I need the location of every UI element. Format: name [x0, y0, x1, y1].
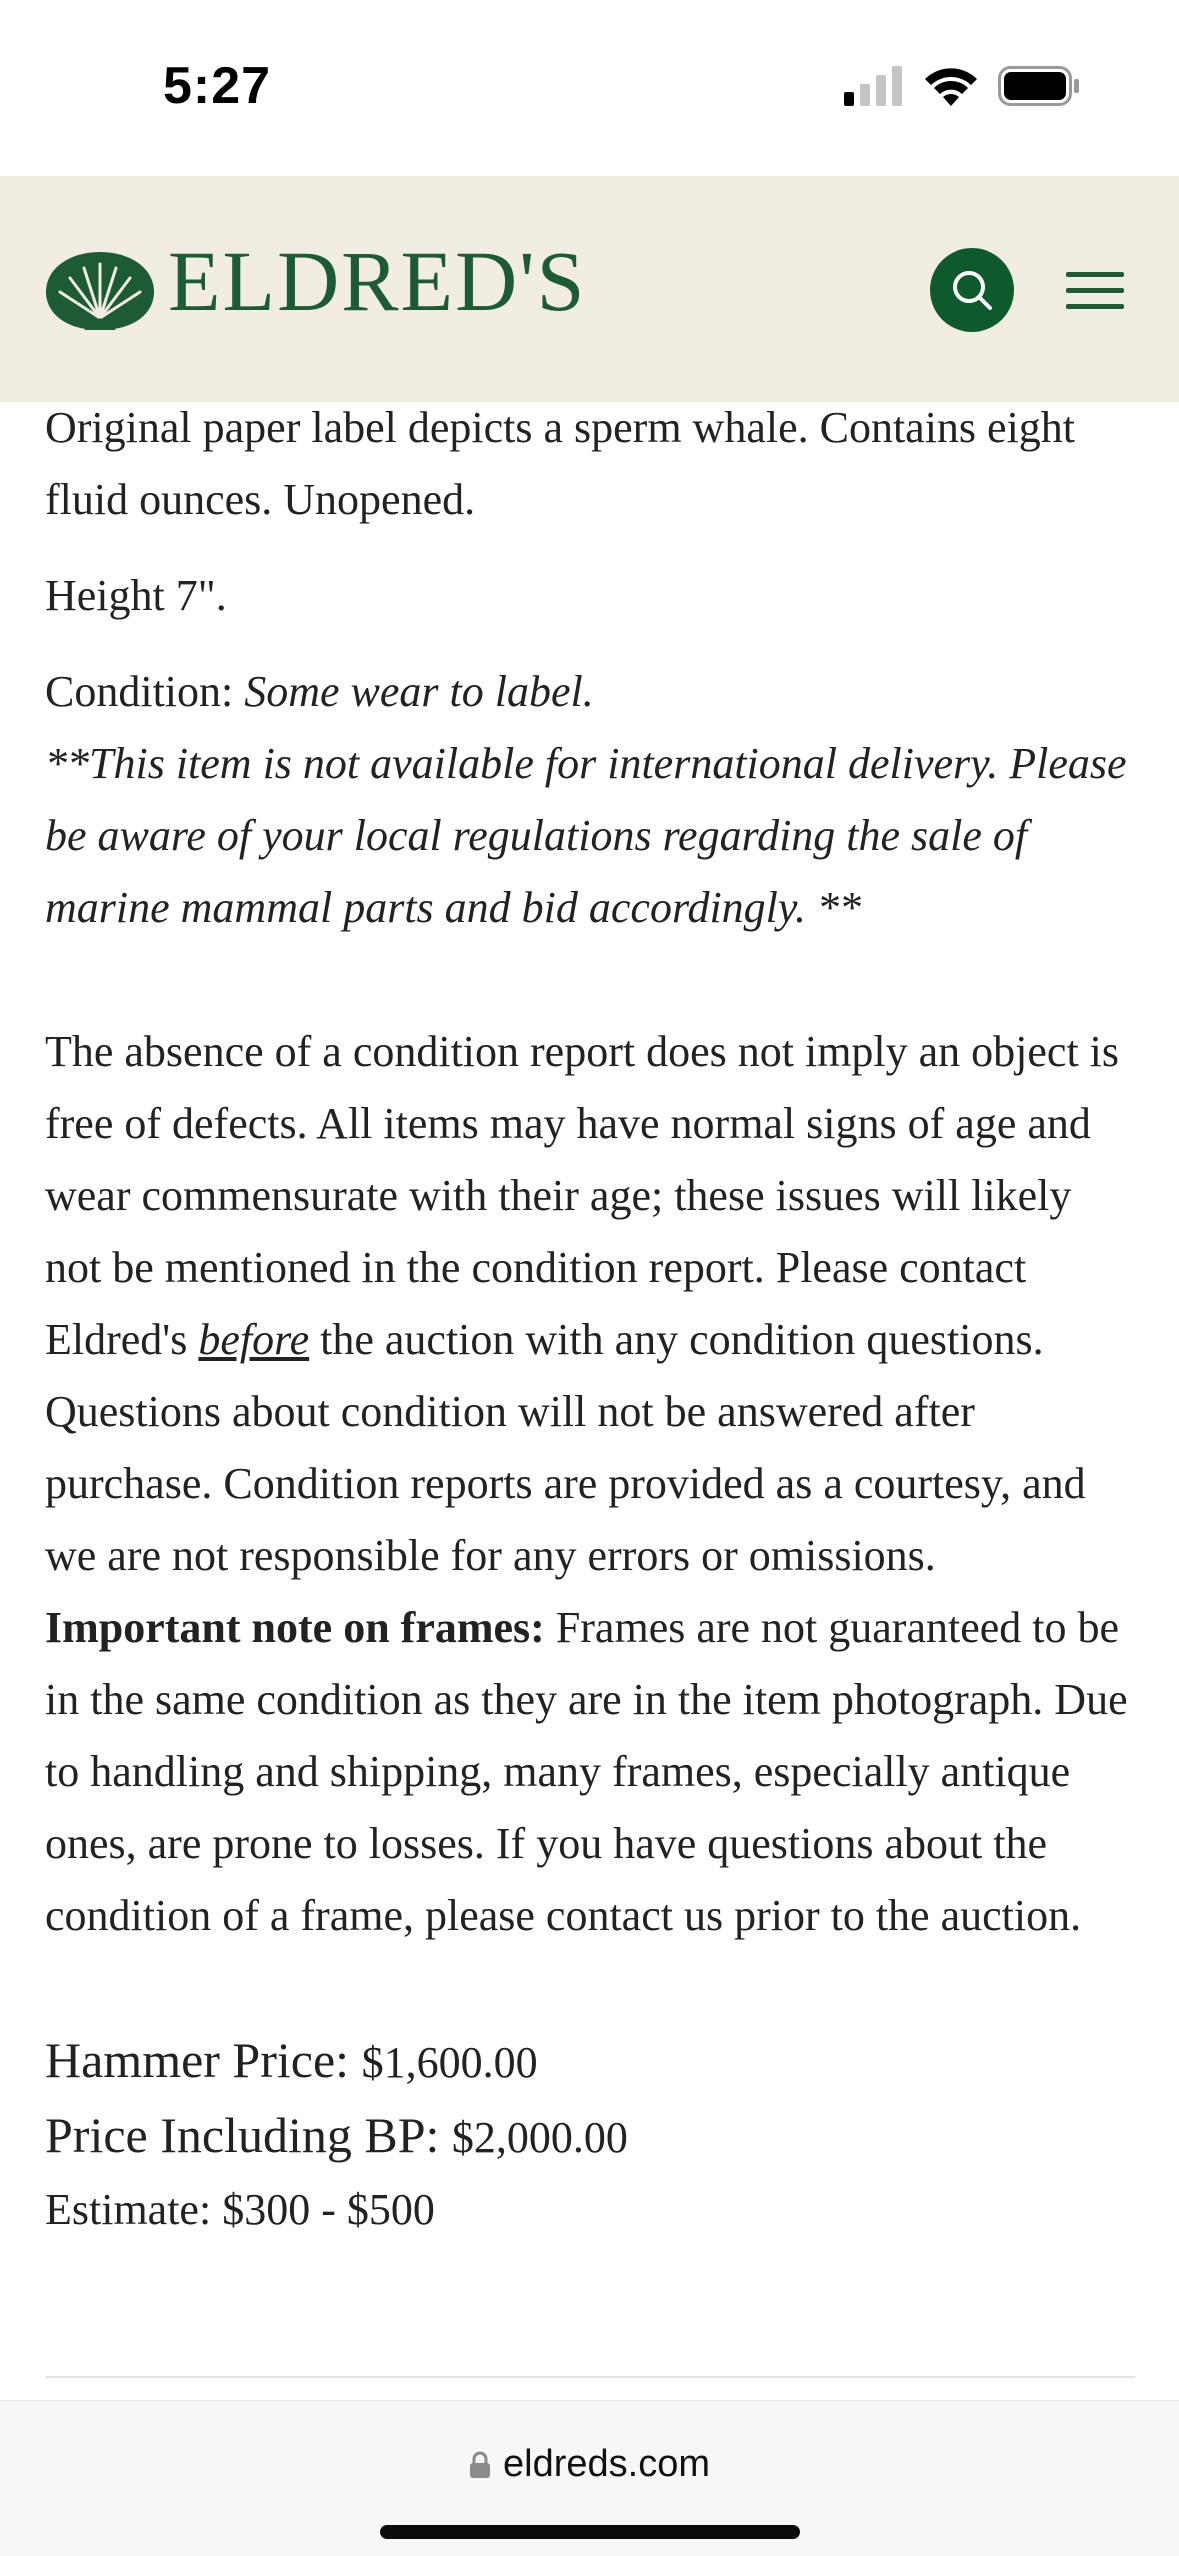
lock-icon — [469, 2451, 491, 2479]
item-height: Height 7". — [45, 571, 227, 620]
status-time: 5:27 — [163, 57, 272, 115]
disclaimer-text-1: The absence of a condition report does not imply an object is free of defects. All items may have normal signs of age and wear commensurate with their age; these issues will likely not be mentioned in the condition report. Please contact Eldred's — [45, 1027, 1120, 1364]
item-description: Original paper label depicts a sperm whale. Contains eight fluid ounces. Unopened. — [45, 403, 1076, 524]
delivery-notice-text: **This item is not available for international delivery. Please be aware of your local regulations regarding the sale of marine mammal parts and bid accordingly. ** — [45, 739, 1127, 932]
content-divider — [45, 2376, 1135, 2378]
condition-value: Some wear to label. — [244, 667, 594, 716]
url-text: eldreds.com — [503, 2443, 710, 2485]
hamburger-menu-icon[interactable] — [1066, 268, 1124, 312]
site-header — [0, 176, 1179, 402]
delivery-notice — [45, 728, 1135, 944]
price-including-bp — [45, 2099, 1135, 2174]
status-bar — [0, 0, 1179, 176]
condition-label: Condition: — [45, 667, 245, 716]
frames-note-text: Frames are not guaranteed to be in the same condition as they are in the item photograph. Due to handling and shipping, many frames, especially antique ones, are prone to losses. If you have questions about the condition of a frame, please contact us prior to the auction. — [45, 1603, 1128, 1940]
condition-disclaimer — [45, 1016, 1135, 1952]
browser-address-bar[interactable] — [0, 2400, 1179, 2556]
bp-label: Price Including BP: — [45, 2107, 452, 2163]
battery-icon — [998, 66, 1080, 106]
hammer-price-label: Hammer Price: — [45, 2032, 362, 2088]
condition-line — [45, 656, 1135, 728]
estimate-label: Estimate: — [45, 2185, 223, 2234]
disclaimer-text-2: the auction with any condition questions. Questions about condition will not be answered after purchase. Condition reports are provided as a courtesy, and we are not responsible for any errors or omissions. — [45, 1315, 1086, 1580]
cellular-signal-icon — [844, 66, 904, 106]
lot-description — [45, 392, 1135, 2246]
search-icon — [948, 266, 996, 314]
site-logo-text[interactable]: ELDRED'S — [168, 233, 587, 329]
estimate-value: $300 - $500 — [222, 2185, 435, 2234]
disclaimer-emphasis: before — [198, 1315, 310, 1364]
home-indicator[interactable] — [380, 2525, 800, 2539]
url-display[interactable] — [0, 2443, 1179, 2486]
search-button[interactable] — [930, 248, 1014, 332]
wifi-icon — [922, 64, 980, 108]
frames-note-label: Important note on frames: — [45, 1603, 545, 1652]
hammer-price — [45, 2024, 1135, 2099]
hammer-price-value: $1,600.00 — [361, 2038, 538, 2087]
bp-value: $2,000.00 — [451, 2113, 628, 2162]
estimate — [45, 2174, 1135, 2246]
shell-logo-icon[interactable] — [44, 246, 156, 332]
